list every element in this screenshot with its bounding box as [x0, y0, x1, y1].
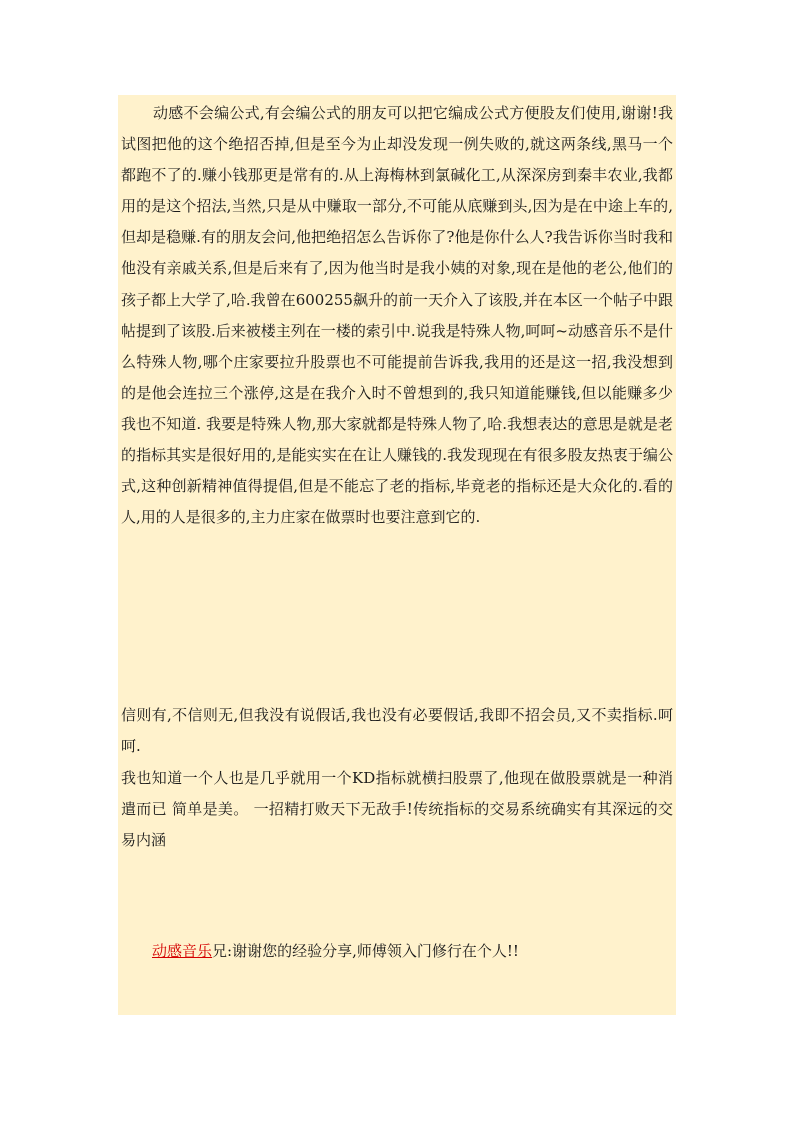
- post-paragraph-3: 我也知道一个人也是几乎就用一个KD指标就横扫股票了,他现在做股票就是一种消遣而已 简单是美。 一招精打败天下无敌手!传统指标的交易系统确实有其深远的交易内涵: [121, 769, 673, 850]
- post-paragraph-1: 动感不会编公式,有会编公式的朋友可以把它编成公式方便股友们使用,谢谢!我试图把他的这个绝招否掉,但是至今为止却没发现一例失败的,就这两条线,黑马一个都跑不了的.赚小钱那更是常有的.从上海梅林到氯碱化工,从深深房到秦丰农业,我都用的是这个招法,当然,只是从中赚取一部分,不可能从底赚到头,因为是在中途上车的,但却是稳赚.有的朋友会问,他把绝招怎么告诉你了?他是你什么人?我告诉你当时我和他没有亲戚关系,但是后来有了,因为他当时是我小姨的对象,现在是他的老公,他们的孩子都上大学了,哈.我曾在600255飙升的前一天介入了该股,并在本区一个帖子中跟帖提到了该股.后来被楼主列在一楼的索引中.说我是特殊人物,呵呵~动感音乐不是什么特殊人物,哪个庄家要拉升股票也不可能提前告诉我,我用的还是这一招,我没想到的是他会连拉三个涨停,这是在我介入时不曾想到的,我只知道能赚钱,但以能赚多少我也不知道. 我要是特殊人物,那大家就都是特殊人物了,哈.我想表达的意思是就是老的指标其实是很好用的,是能实实在在让人赚钱的.我发现现在有很多股友热衷于编公式,这种创新精神值得提倡,但是不能忘了老的指标,毕竟老的指标还是大众化的.看的人,用的人是很多的,主力庄家在做票时也要注意到它的.: [121, 104, 673, 527]
- reply-text: 兄:谢谢您的经验分享,师傅领入门修行在个人!!: [212, 942, 519, 960]
- post-content-panel: [118, 95, 676, 1015]
- post-paragraph-2: 信则有,不信则无,但我没有说假话,我也没有必要假话,我即不招会员,又不卖指标.呵呵.: [121, 706, 673, 756]
- reply-username-link[interactable]: 动感音乐: [152, 942, 213, 960]
- reply-line: [152, 936, 672, 967]
